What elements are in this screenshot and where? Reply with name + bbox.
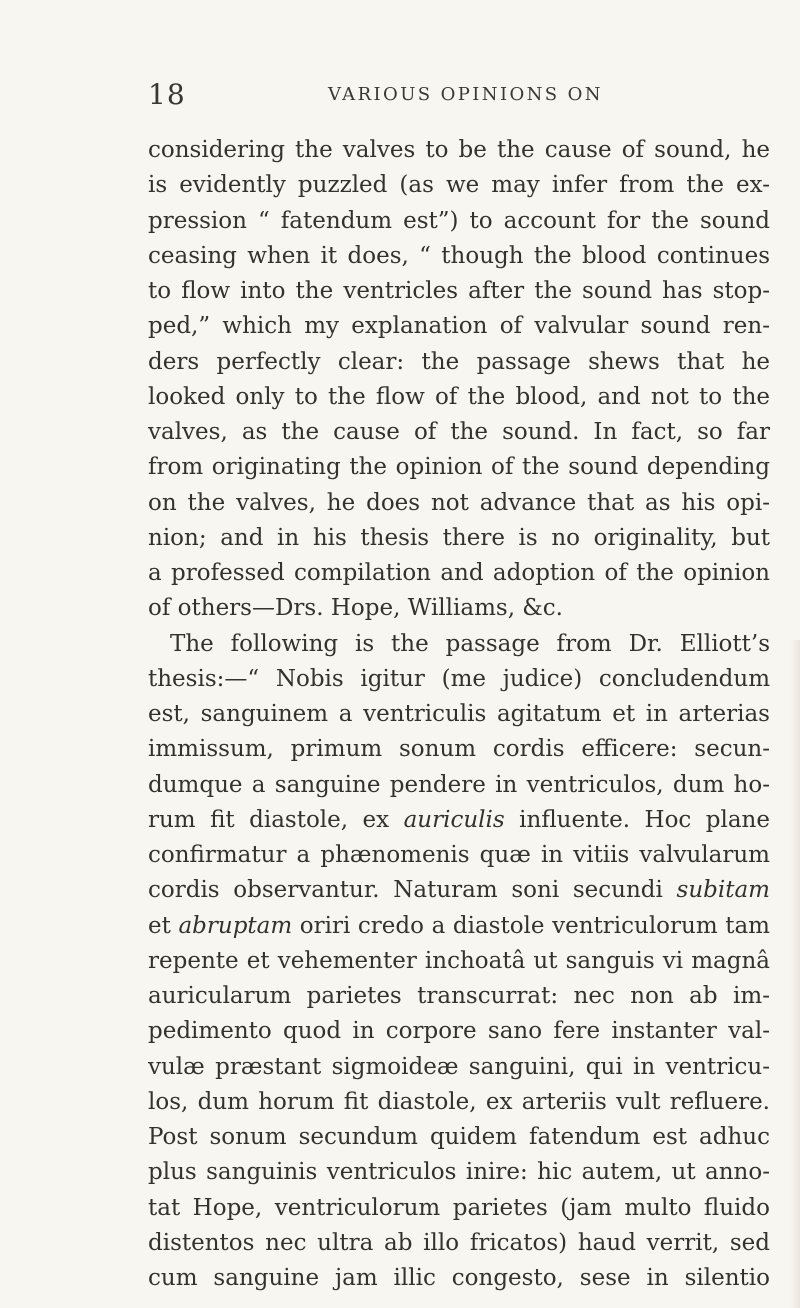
text-line (148, 662, 770, 697)
text-segment: is evidently puzzled (as we may infer from the ex- (148, 172, 770, 199)
text-segment: Post sonum secundum quidem fatendum est adhuc (148, 1124, 770, 1150)
text-line (148, 204, 770, 239)
text-segment: pedimento quod in corpore sano fere instanter val- (148, 1018, 770, 1045)
text-segment: et (148, 912, 179, 939)
text-segment: ders perfectly clear: the passage shews that he (148, 348, 770, 375)
text-segment: cordis observantur. Naturam soni secundi (148, 877, 677, 904)
text-line (148, 1120, 770, 1155)
italic-text-segment: auriculis (403, 806, 505, 833)
text-line (148, 521, 770, 556)
body-text (148, 133, 770, 1296)
text-segment: The following is the passage from Dr. Elliott’s (170, 630, 770, 657)
text-segment: ped,” which my explanation of valvular sound ren- (148, 313, 770, 340)
text-line (148, 1226, 770, 1261)
italic-text-segment: abruptam (178, 912, 293, 939)
text-line (148, 944, 770, 979)
text-segment: considering the valves to be the cause of sound, he (148, 137, 770, 163)
page-header (148, 78, 758, 118)
text-segment: confirmatur a phænomenis quæ in vitiis valvularum (148, 842, 770, 868)
running-head: VARIOUS OPINIONS ON (328, 84, 603, 105)
text-line (148, 345, 770, 380)
text-segment: auricularum parietes transcurrat: nec non ab im- (148, 983, 770, 1009)
text-line (148, 556, 770, 591)
text-line (148, 239, 770, 274)
text-segment: thesis:—“ Nobis igitur (me judice) concludendum (148, 665, 770, 692)
text-line (148, 1261, 770, 1296)
text-segment: cum sanguine jam illic congesto, sese in silentio (148, 1265, 770, 1291)
text-segment: distentos nec ultra ab illo fricatos) haud verrit, sed (148, 1229, 770, 1256)
text-segment: rum fit diastole, ex (148, 806, 404, 833)
page-edge-shadow (790, 640, 800, 1308)
text-segment: of others—Drs. Hope, Williams, &c. (148, 595, 563, 622)
text-line (148, 909, 770, 944)
text-segment: influente. Hoc plane (504, 806, 770, 833)
text-line (148, 274, 770, 309)
text-line (148, 838, 770, 873)
text-segment: ceasing when it does, “ though the blood continues (148, 242, 770, 269)
text-line (148, 133, 770, 168)
text-segment: nion; and in his thesis there is no originality, but (148, 524, 770, 551)
text-segment: est, sanguinem a ventriculis agitatum et in arterias (148, 701, 770, 727)
text-line (148, 380, 770, 415)
text-line (148, 697, 770, 732)
text-segment: repente et vehementer inchoatâ ut sanguis vi magnâ (148, 947, 770, 974)
text-line (148, 873, 770, 908)
text-line (148, 768, 770, 803)
text-segment: from originating the opinion of the sound depending (148, 454, 770, 481)
text-segment: los, dum horum fit diastole, ex arteriis vult refluere. (148, 1088, 770, 1115)
text-line (148, 486, 770, 521)
text-segment: tat Hope, ventriculorum parietes (jam multo fluido (148, 1194, 770, 1221)
text-line (148, 591, 770, 626)
text-line (148, 415, 770, 450)
text-segment: dumque a sanguine pendere in ventriculos, dum ho- (148, 771, 770, 798)
text-segment: to flow into the ventricles after the sound has stop- (148, 278, 770, 304)
italic-text-segment: subitam (676, 877, 770, 904)
text-segment: looked only to the flow of the blood, and not to the (148, 383, 770, 410)
text-line (148, 803, 770, 838)
text-line (148, 979, 770, 1014)
text-segment: immissum, primum sonum cordis efficere: secun- (148, 736, 770, 763)
text-segment: plus sanguinis ventriculos inire: hic autem, ut anno- (148, 1159, 770, 1186)
text-line (148, 1050, 770, 1085)
text-segment: oriri credo a diastole ventriculorum tam (292, 912, 770, 939)
text-segment: vulæ præstant sigmoideæ sanguini, qui in ventricu- (148, 1053, 770, 1080)
text-line (148, 309, 770, 344)
text-segment: a professed compilation and adoption of the opinion (148, 560, 770, 586)
text-segment: on the valves, he does not advance that as his opi- (148, 489, 770, 516)
text-line (148, 450, 770, 485)
text-line (148, 168, 770, 203)
text-line (148, 1191, 770, 1226)
text-line (148, 1155, 770, 1190)
text-segment: valves, as the cause of the sound. In fact, so far (148, 419, 770, 445)
text-segment: pression “ fatendum est”) to account for the sound (148, 207, 770, 234)
text-line (148, 732, 770, 767)
text-line (148, 1014, 770, 1049)
page-number: 18 (148, 78, 186, 111)
text-line (148, 627, 770, 662)
text-line (148, 1085, 770, 1120)
